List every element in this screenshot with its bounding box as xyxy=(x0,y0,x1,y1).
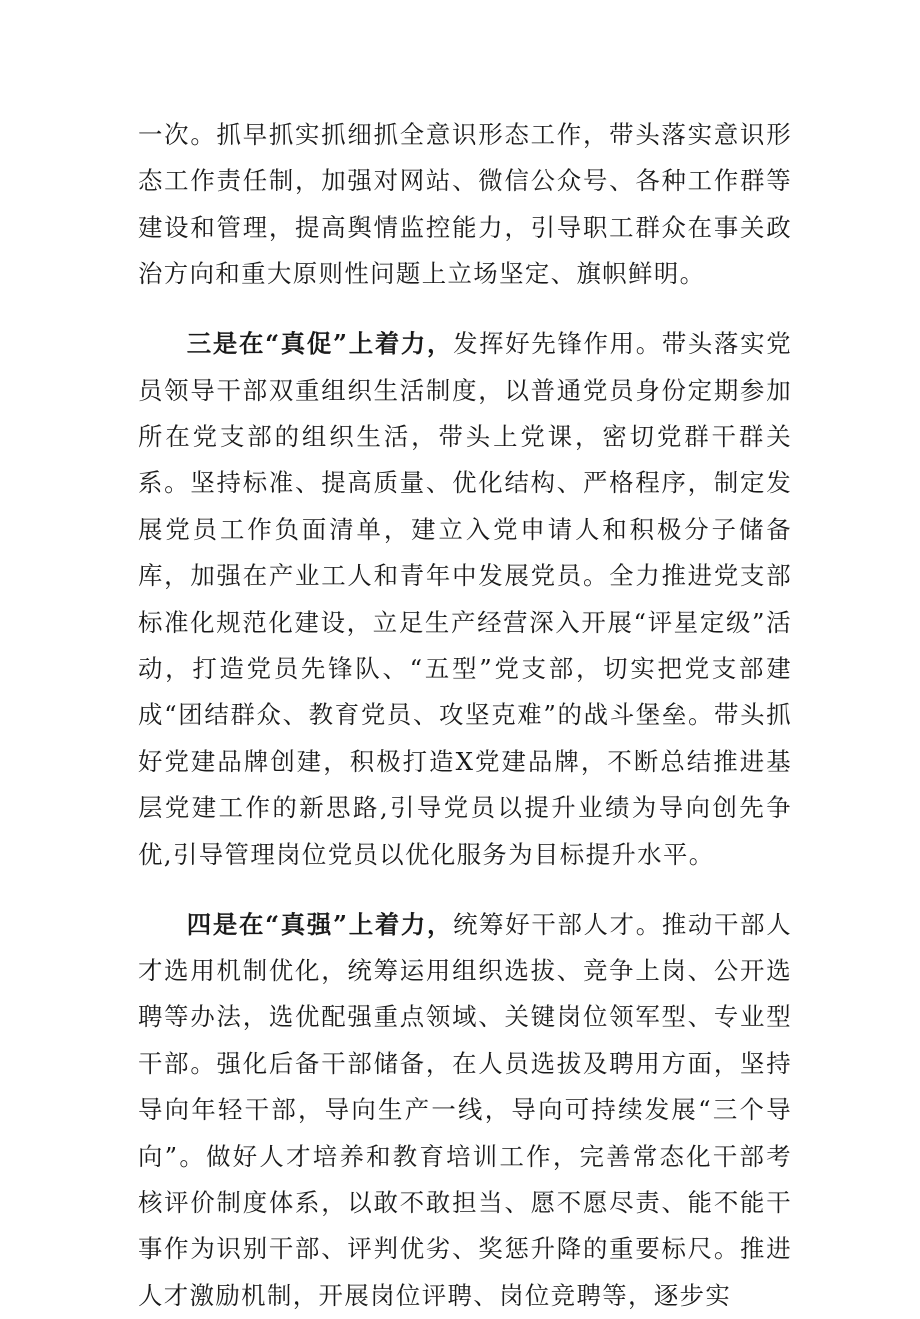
paragraph-four xyxy=(138,902,792,1319)
paragraph-three xyxy=(138,321,792,878)
paragraph-continuation xyxy=(138,112,792,298)
paragraph-lead: 三是在“真促”上着力， xyxy=(187,329,453,358)
document-body xyxy=(138,112,792,1319)
paragraph-text: 统筹好干部人才。推动干部人才选用机制优化，统筹运用组织选拔、竞争上岗、公开选聘等办法，选优配强重点领域、关键岗位领军型、专业型干部。强化后备干部储备，在人员选拔及聘用方面，坚持导向年轻干部，导向生产一线，导向可持续发展“三个导向”。做好人才培养和教育培训工作，完善常态化干部考核评价制度体系，以敢不敢担当、愿不愿尽责、能不能干事作为识别干部、评判优劣、奖惩升降的重要标尺。推进人才激励机制，开展岗位评聘、岗位竞聘等，逐步实 xyxy=(138,910,792,1310)
paragraph-lead: 四是在“真强”上着力， xyxy=(187,910,453,939)
paragraph-text: 发挥好先锋作用。带头落实党员领导干部双重组织生活制度，以普通党员身份定期参加所在党支部的组织生活，带头上党课，密切党群干群关系。坚持标准、提高质量、优化结构、严格程序，制定发展党员工作负面清单，建立入党申请人和积极分子储备库，加强在产业工人和青年中发展党员。全力推进党支部标准化规范化建设，立足生产经营深入开展“评星定级”活动，打造党员先锋队、“五型”党支部，切实把党支部建成“团结群众、教育党员、攻坚克难”的战斗堡垒。带头抓好党建品牌创建，积极打造X党建品牌，不断总结推进基层党建工作的新思路,引导党员以提升业绩为导向创先争优,引导管理岗位党员以优化服务为目标提升水平。 xyxy=(138,329,792,868)
paragraph-text: 一次。抓早抓实抓细抓全意识形态工作，带头落实意识形态工作责任制，加强对网站、微信公众号、各种工作群等建设和管理，提高舆情监控能力，引导职工群众在事关政治方向和重大原则性问题上立场坚定、旗帜鲜明。 xyxy=(138,120,792,288)
